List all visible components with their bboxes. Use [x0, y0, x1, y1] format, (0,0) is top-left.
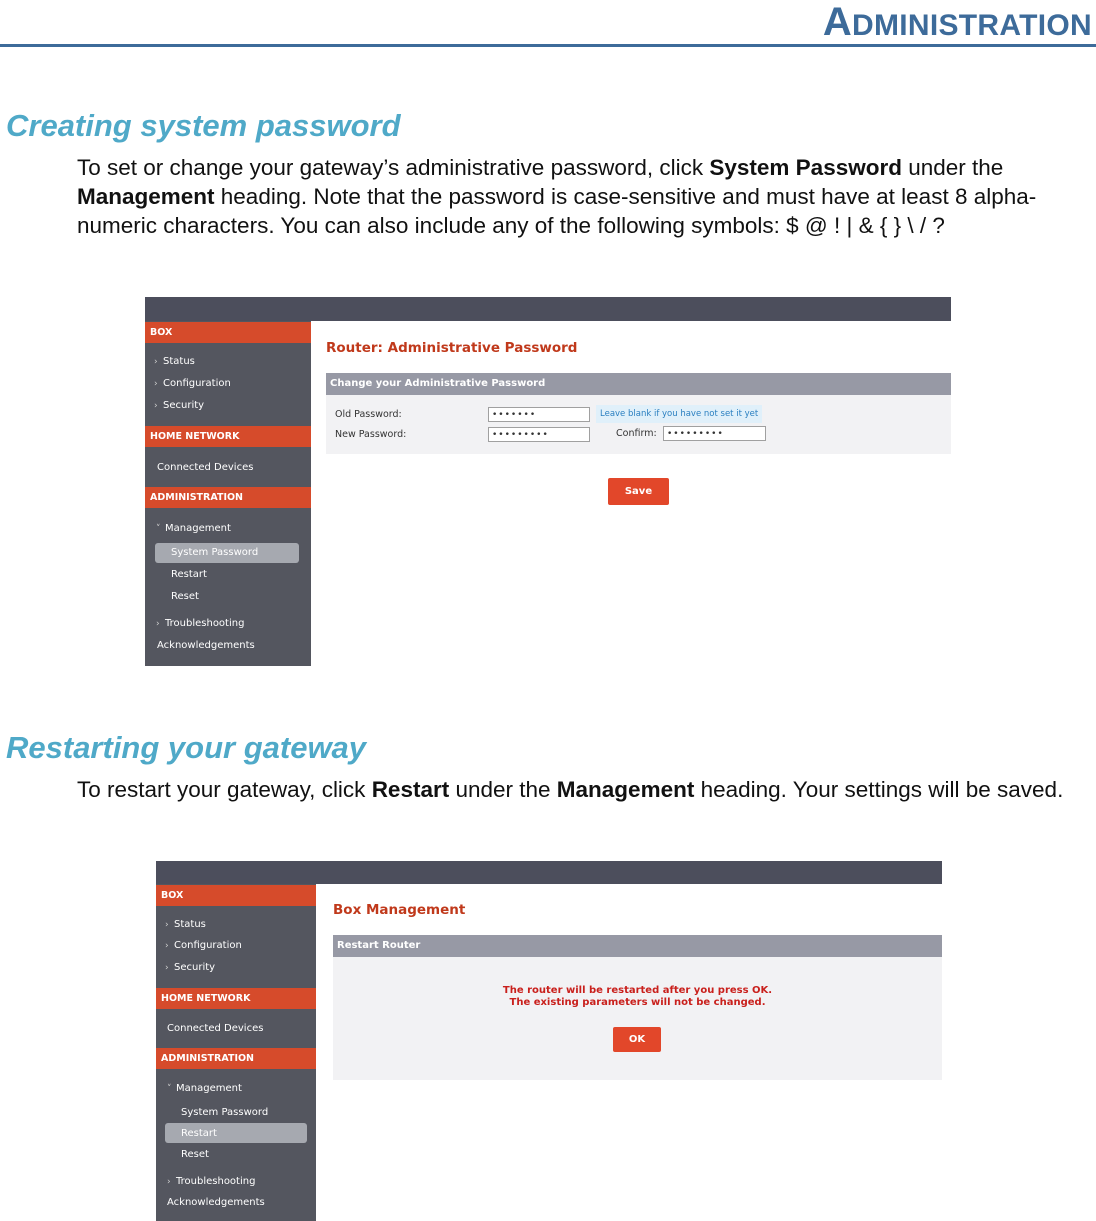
restart-message-line-2: The existing parameters will not be changed.: [509, 997, 766, 1008]
sidebar-header-administration: ADMINISTRATION: [145, 487, 311, 508]
sidebar-item-configuration[interactable]: › Configuration: [154, 378, 231, 389]
page-title: Box Management: [333, 902, 466, 918]
chevron-right-icon: ›: [165, 941, 169, 951]
old-password-input[interactable]: •••••••: [488, 407, 590, 422]
sidebar-item-system-password[interactable]: System Password: [171, 547, 259, 558]
new-password-label: New Password:: [335, 429, 407, 440]
old-password-hint: Leave blank if you have not set it yet: [596, 405, 762, 423]
ok-button[interactable]: OK: [613, 1027, 661, 1052]
router-sidebar: [156, 884, 316, 1221]
chevron-right-icon: ›: [156, 619, 160, 629]
sidebar-item-connected-devices[interactable]: Connected Devices: [167, 1023, 264, 1034]
chevron-right-icon: ›: [165, 963, 169, 973]
sidebar-item-acknowledgements[interactable]: Acknowledgements: [157, 640, 255, 651]
sidebar-item-connected-devices[interactable]: Connected Devices: [157, 462, 254, 473]
new-password-input[interactable]: •••••••••: [488, 427, 590, 442]
sidebar-item-security[interactable]: › Security: [154, 400, 205, 411]
chevron-right-icon: ›: [165, 920, 169, 930]
sidebar-header-administration: ADMINISTRATION: [156, 1048, 316, 1069]
sidebar-header-box: BOX: [145, 322, 311, 343]
panel-title: Change your Administrative Password: [326, 373, 951, 395]
chevron-right-icon: ›: [154, 379, 158, 389]
restart-panel: [333, 935, 942, 1080]
chevron-down-icon: ˅: [156, 524, 161, 534]
sidebar-item-status[interactable]: › Status: [165, 919, 206, 930]
sidebar-header-home-network: HOME NETWORK: [145, 426, 311, 447]
sidebar-item-acknowledgements[interactable]: Acknowledgements: [167, 1197, 265, 1208]
sidebar-item-troubleshooting[interactable]: › Troubleshooting: [167, 1176, 256, 1187]
panel-title: Restart Router: [333, 935, 942, 957]
section-title-restart: Restarting your gateway: [6, 730, 367, 765]
screenshot-admin-password: [145, 297, 951, 666]
sidebar-item-restart[interactable]: Restart: [181, 1128, 217, 1139]
section-paragraph-system-password: To set or change your gateway’s administrative password, click System Password under the Management heading. Note that the password is case-sensitive and must have at least 8 alpha-numeric characters. You can also include any of the following symbols: $ @ ! | & { } \ / ?: [77, 155, 1037, 238]
screenshot-box-management: [156, 861, 942, 1221]
sidebar-item-management[interactable]: ˅ Management: [167, 1083, 242, 1094]
sidebar-item-system-password[interactable]: System Password: [181, 1107, 269, 1118]
router-sidebar: [145, 321, 311, 666]
page-header-title: ADMINISTRATION: [822, 0, 1092, 44]
page-title: Router: Administrative Password: [326, 340, 578, 356]
sidebar-item-troubleshooting[interactable]: › Troubleshooting: [156, 618, 245, 629]
sidebar-header-home-network: HOME NETWORK: [156, 988, 316, 1009]
section-paragraph-restart: To restart your gateway, click Restart under the Management heading. Your settings will be saved.: [77, 777, 1064, 802]
confirm-label: Confirm:: [616, 428, 657, 439]
sidebar-item-security[interactable]: › Security: [165, 962, 216, 973]
restart-message-line-1: The router will be restarted after you press OK.: [502, 985, 773, 996]
sidebar-header-box: BOX: [156, 885, 316, 906]
save-button[interactable]: Save: [608, 478, 669, 505]
password-panel: [326, 373, 951, 454]
sidebar-item-restart[interactable]: Restart: [171, 569, 207, 580]
chevron-right-icon: ›: [154, 357, 158, 367]
old-password-label: Old Password:: [335, 409, 402, 420]
router-topbar: [145, 297, 951, 321]
header-rule: [0, 44, 1096, 47]
chevron-right-icon: ›: [154, 401, 158, 411]
section-title-system-password: Creating system password: [6, 108, 401, 143]
confirm-password-input[interactable]: •••••••••: [663, 426, 766, 441]
sidebar-item-configuration[interactable]: › Configuration: [165, 940, 242, 951]
chevron-right-icon: ›: [167, 1177, 171, 1187]
sidebar-item-reset[interactable]: Reset: [181, 1149, 209, 1160]
chevron-down-icon: ˅: [167, 1084, 172, 1094]
sidebar-item-status[interactable]: › Status: [154, 356, 195, 367]
sidebar-item-management[interactable]: ˅ Management: [156, 523, 231, 534]
router-topbar: [156, 861, 942, 884]
sidebar-item-reset[interactable]: Reset: [171, 591, 199, 602]
